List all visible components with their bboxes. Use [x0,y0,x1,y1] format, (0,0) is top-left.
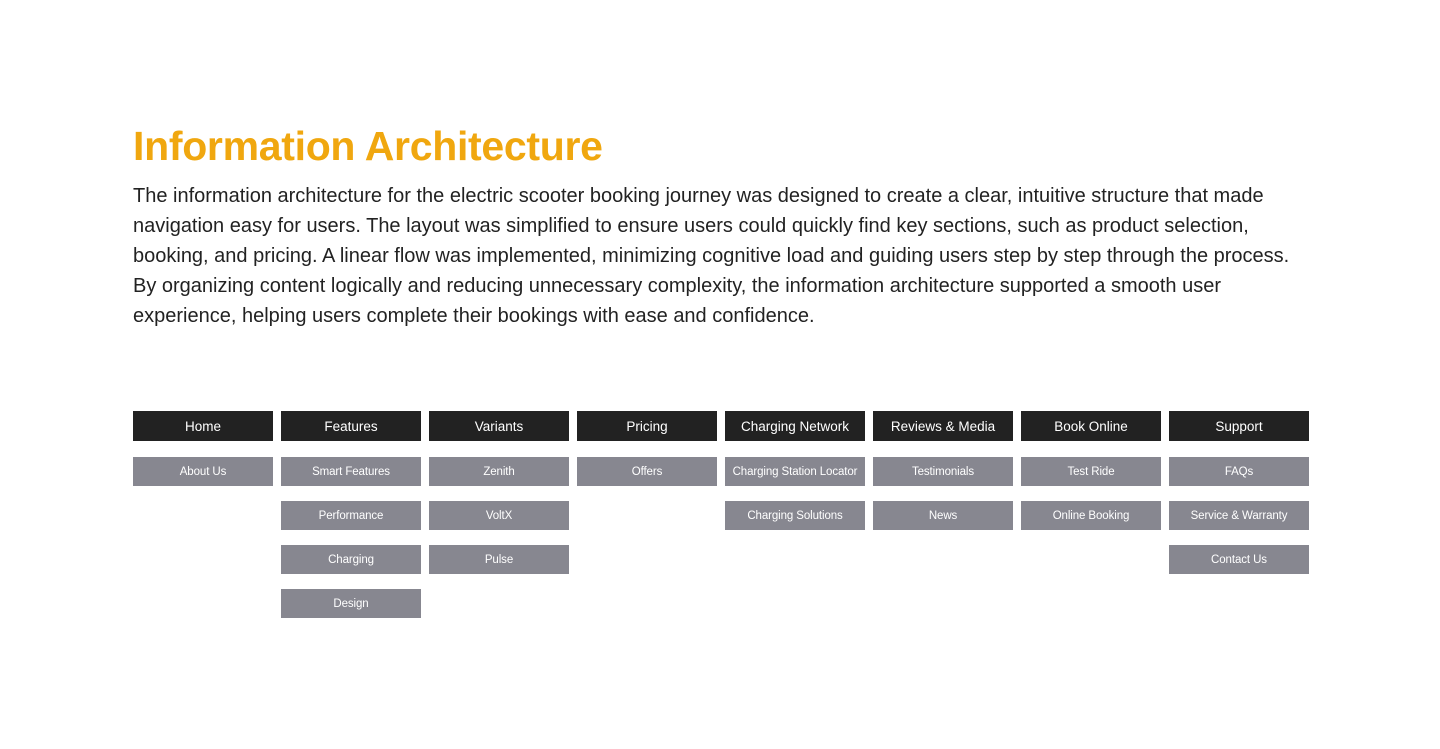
page-title: Information Architecture [133,123,603,169]
ia-column-reviews-media [873,411,1013,633]
ia-page-testimonials: Testimonials [873,457,1013,486]
ia-section-book-online: Book Online [1021,411,1161,441]
ia-column-pricing [577,411,717,633]
ia-page-zenith: Zenith [429,457,569,486]
ia-section-support: Support [1169,411,1309,441]
ia-page-offers: Offers [577,457,717,486]
ia-column-features [281,411,421,633]
ia-page-pulse: Pulse [429,545,569,574]
ia-column-variants [429,411,569,633]
ia-page-news: News [873,501,1013,530]
ia-page-charging-solutions: Charging Solutions [725,501,865,530]
ia-page-charging: Charging [281,545,421,574]
ia-section-home: Home [133,411,273,441]
ia-section-reviews-media: Reviews & Media [873,411,1013,441]
ia-column-charging-network [725,411,865,633]
ia-page-charging-station-locator: Charging Station Locator [725,457,865,486]
ia-page-online-booking: Online Booking [1021,501,1161,530]
ia-section-pricing: Pricing [577,411,717,441]
ia-page-service-warranty: Service & Warranty [1169,501,1309,530]
ia-page-smart-features: Smart Features [281,457,421,486]
ia-page-performance: Performance [281,501,421,530]
ia-section-variants: Variants [429,411,569,441]
information-architecture-diagram [133,411,1309,633]
ia-page-test-ride: Test Ride [1021,457,1161,486]
ia-page-faqs: FAQs [1169,457,1309,486]
ia-column-support [1169,411,1309,633]
description-paragraph: The information architecture for the electric scooter booking journey was designed to create a clear, intuitive structure that made navigation easy for users. The layout was simplified to ensure users could quickly find key sections, such as product selection, booking, and pricing. A linear flow was implemented, minimizing cognitive load and guiding users step by step through the process. By organizing content logically and reducing unnecessary complexity, the information architecture supported a smooth user experience, helping users complete their bookings with ease and confidence. [133,185,1290,327]
ia-section-features: Features [281,411,421,441]
ia-column-home [133,411,273,633]
ia-page-contact-us: Contact Us [1169,545,1309,574]
ia-page-voltx: VoltX [429,501,569,530]
ia-page-design: Design [281,589,421,618]
ia-section-charging-network: Charging Network [725,411,865,441]
ia-page-about-us: About Us [133,457,273,486]
ia-column-book-online [1021,411,1161,633]
